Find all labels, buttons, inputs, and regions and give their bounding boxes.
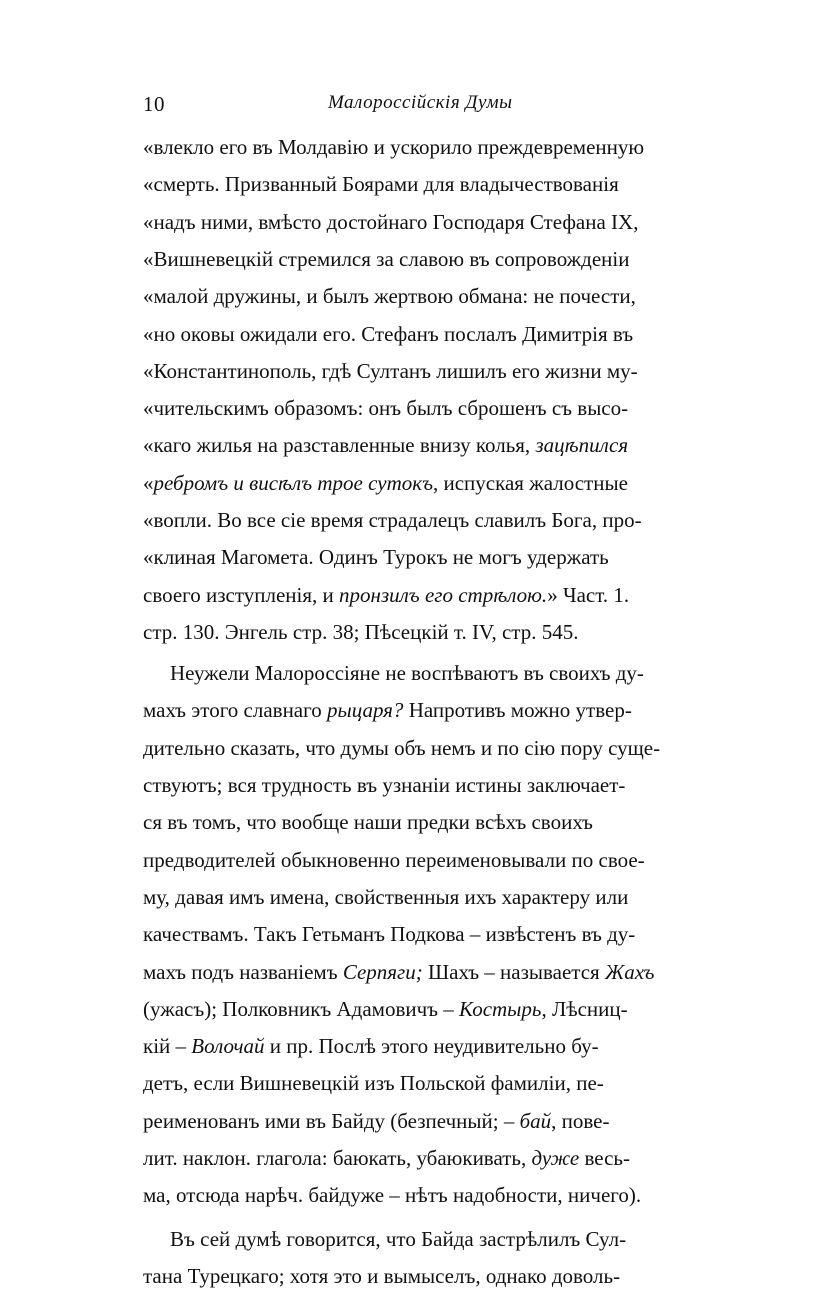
italic-text: Волочай	[191, 1034, 265, 1058]
italic-text: дуже	[531, 1146, 580, 1170]
text-run: , испуская жалостные	[432, 471, 628, 495]
text-line	[143, 614, 695, 650]
text-run: ствуютъ; вся трудность въ узнаніи истины заключает-	[143, 773, 626, 797]
text-run: ма, отсюда нарѣч. байдуже – нѣтъ надобности, ничего).	[143, 1183, 642, 1207]
italic-text: бай	[519, 1109, 552, 1133]
text-run: му, давая имъ имена, свойственныя ихъ характеру или	[143, 885, 629, 909]
text-run: «смерть. Призванный Боярами для владычествованія	[143, 172, 619, 196]
text-run: и пр. Послѣ этого неудивительно бу-	[264, 1034, 599, 1058]
text-line	[143, 502, 695, 538]
text-line	[143, 842, 695, 878]
text-run: «малой дружины, и былъ жертвою обмана: не почести,	[143, 284, 636, 308]
text-line	[143, 316, 695, 352]
text-run: «	[143, 471, 154, 495]
text-line	[170, 655, 695, 691]
text-run: детъ, если Вишневецкій изъ Польской фамиліи, пе-	[143, 1071, 604, 1095]
italic-text: пронзилъ его стрѣлою.	[339, 583, 548, 607]
text-line	[143, 1258, 695, 1294]
text-run: » Част. 1.	[547, 583, 630, 607]
text-line	[143, 166, 695, 202]
text-run: «вопли. Во все сіе время страдалецъ славилъ Бога, про-	[143, 508, 642, 532]
text-line	[143, 204, 695, 240]
text-run: (ужасъ); Полковникъ Адамовичъ –	[143, 997, 460, 1021]
text-run: лит. наклон. глагола: баюкать, убаюкивать,	[143, 1146, 532, 1170]
text-line	[143, 278, 695, 314]
text-line	[143, 954, 695, 990]
text-run: Шахъ – называется	[422, 960, 605, 984]
text-run: «но оковы ожидали его. Стефанъ послалъ Димитрія въ	[143, 322, 634, 346]
text-run: качествамъ. Такъ Гетьманъ Подкова – извѣстенъ въ ду-	[143, 922, 636, 946]
text-run: своего изступленія, и	[143, 583, 340, 607]
text-run: Напротивъ можно утвер-	[403, 698, 632, 722]
text-line	[143, 804, 695, 840]
text-run: реименованъ ими въ Байду (безпечный; –	[143, 1109, 520, 1133]
text-run: , пове-	[551, 1109, 610, 1133]
text-line	[143, 1103, 695, 1139]
italic-text: Серпяги;	[342, 960, 423, 984]
text-line	[143, 879, 695, 915]
text-run: «каго жилья на разставленные внизу колья,	[143, 433, 536, 457]
text-line	[143, 1140, 695, 1176]
text-line	[143, 1028, 695, 1064]
text-run: Въ сей думѣ говорится, что Байда застрѣлилъ Сул-	[170, 1227, 627, 1251]
text-run: «надъ ними, вмѣсто достойнаго Господаря Стефана IX,	[143, 210, 639, 234]
text-line	[143, 241, 695, 277]
text-run: «Константинополь, гдѣ Султанъ лишилъ его жизни му-	[143, 359, 638, 383]
page-number: 10	[143, 92, 165, 116]
text-run: кій –	[143, 1034, 192, 1058]
italic-text: Костырь	[459, 997, 542, 1021]
text-run: «клиная Магомета. Одинъ Турокъ не могъ удержать	[143, 545, 609, 569]
text-run: ся въ томъ, что вообще наши предки всѣхъ своихъ	[143, 810, 593, 834]
text-line	[143, 767, 695, 803]
text-line	[143, 539, 695, 575]
text-run: тана Турецкаго; хотя это и вымыселъ, однако доволь-	[143, 1264, 621, 1288]
text-line	[143, 353, 695, 389]
text-line	[143, 1177, 695, 1213]
text-line	[143, 1065, 695, 1101]
text-run: , Лѣсниц-	[541, 997, 628, 1021]
italic-text: Жахъ	[604, 960, 655, 984]
text-line	[143, 730, 695, 766]
text-run: «влекло его въ Молдавію и ускорило преждевременную	[143, 135, 645, 159]
text-line	[143, 692, 695, 728]
text-run: Неужели Малороссіяне не воспѣваютъ въ своихъ ду-	[170, 661, 644, 685]
text-run: «чительскимъ образомъ: онъ былъ сброшенъ съ высо-	[143, 396, 629, 420]
text-line	[143, 465, 695, 501]
text-run: дительно сказать, что думы объ немъ и по сію пору суще-	[143, 736, 661, 760]
text-run: махъ подъ названіемъ	[143, 960, 343, 984]
text-line	[143, 390, 695, 426]
text-run: весь-	[579, 1146, 630, 1170]
text-line	[143, 427, 695, 463]
italic-text: зацѣпился	[535, 433, 629, 457]
text-line	[143, 577, 695, 613]
text-run: махъ этого славнаго	[143, 698, 327, 722]
italic-text: рыцаря?	[326, 698, 404, 722]
text-line	[143, 129, 695, 165]
text-line	[170, 1221, 695, 1257]
italic-text: ребромъ и висѣлъ трое сутокъ	[153, 471, 433, 495]
text-run: предводителей обыкновенно переименовывали по свое-	[143, 848, 645, 872]
text-run: «Вишневецкій стремился за славою въ сопровожденіи	[143, 247, 630, 271]
text-line	[143, 916, 695, 952]
text-line	[143, 991, 695, 1027]
running-title: Малороссійскія Думы	[328, 92, 513, 113]
text-run: стр. 130. Энгель стр. 38; Пѣсецкій т. IV, стр. 545.	[143, 620, 579, 644]
